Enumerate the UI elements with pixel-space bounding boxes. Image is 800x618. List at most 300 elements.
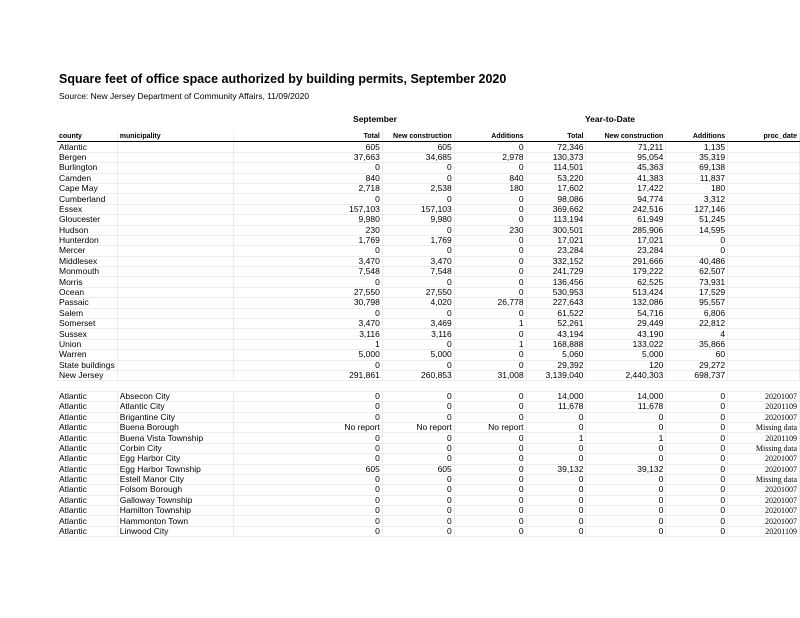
municipality-row bbox=[57, 391, 800, 401]
county-row bbox=[57, 183, 800, 193]
cell-municipality: Linwood City bbox=[117, 526, 233, 536]
cell-ytd-additions: 4 bbox=[666, 329, 728, 339]
cell-county: Monmouth bbox=[57, 267, 117, 277]
cell-municipality: Galloway Township bbox=[117, 495, 233, 505]
cell-ytd-new-construction: 132,086 bbox=[586, 298, 666, 308]
cell-ytd-additions: 0 bbox=[666, 506, 728, 516]
cell-proc-date bbox=[728, 183, 800, 193]
cell-ytd-total: 0 bbox=[526, 474, 586, 484]
cell-sep-new-construction: 0 bbox=[382, 308, 454, 318]
county-row bbox=[57, 298, 800, 308]
cell-sep-total: 0 bbox=[233, 360, 382, 370]
cell-sep-total: 0 bbox=[233, 516, 382, 526]
cell-municipality bbox=[117, 370, 233, 380]
municipality-row bbox=[57, 516, 800, 526]
cell-municipality: Brigantine City bbox=[117, 412, 233, 422]
cell-sep-total: 0 bbox=[233, 412, 382, 422]
cell-municipality bbox=[117, 287, 233, 297]
cell-sep-additions: 1 bbox=[454, 339, 526, 349]
cell-county: Atlantic bbox=[57, 433, 117, 443]
cell-ytd-additions: 62,507 bbox=[666, 267, 728, 277]
cell-ytd-total: 3,139,040 bbox=[526, 370, 586, 380]
cell-sep-additions: 0 bbox=[454, 204, 526, 214]
cell-sep-new-construction: 0 bbox=[382, 391, 454, 401]
cell-sep-new-construction: 605 bbox=[382, 464, 454, 474]
cell-ytd-new-construction: 5,000 bbox=[586, 350, 666, 360]
cell-ytd-total: 5,060 bbox=[526, 350, 586, 360]
cell-ytd-total: 0 bbox=[526, 443, 586, 453]
cell-municipality bbox=[117, 319, 233, 329]
cell-sep-new-construction: 34,685 bbox=[382, 152, 454, 162]
cell-ytd-total: 52,261 bbox=[526, 319, 586, 329]
cell-ytd-additions: 73,931 bbox=[666, 277, 728, 287]
cell-municipality bbox=[117, 298, 233, 308]
cell-ytd-total: 29,392 bbox=[526, 360, 586, 370]
cell-municipality: Atlantic City bbox=[117, 402, 233, 412]
cell-sep-new-construction: 0 bbox=[382, 360, 454, 370]
cell-ytd-additions: 0 bbox=[666, 422, 728, 432]
cell-sep-total: 0 bbox=[233, 308, 382, 318]
cell-municipality: Buena Borough bbox=[117, 422, 233, 432]
cell-sep-total: 230 bbox=[233, 225, 382, 235]
cell-municipality bbox=[117, 183, 233, 193]
cell-sep-new-construction: 0 bbox=[382, 163, 454, 173]
cell-ytd-new-construction: 45,363 bbox=[586, 163, 666, 173]
cell-proc-date bbox=[728, 267, 800, 277]
cell-sep-additions: 0 bbox=[454, 474, 526, 484]
cell-sep-total: No report bbox=[233, 422, 382, 432]
report-title: Square feet of office space authorized by building permits, September 2020 bbox=[59, 72, 507, 86]
col-header-county: county bbox=[57, 132, 117, 142]
cell-ytd-additions: 0 bbox=[666, 443, 728, 453]
cell-proc-date bbox=[728, 298, 800, 308]
cell-ytd-new-construction: 120 bbox=[586, 360, 666, 370]
ytd-group-header: Year-to-Date bbox=[584, 114, 636, 124]
cell-ytd-additions: 0 bbox=[666, 464, 728, 474]
county-row bbox=[57, 319, 800, 329]
cell-county: Atlantic bbox=[57, 443, 117, 453]
cell-county: Middlesex bbox=[57, 256, 117, 266]
cell-ytd-additions: 1,135 bbox=[666, 142, 728, 152]
cell-sep-additions: 0 bbox=[454, 495, 526, 505]
cell-ytd-additions: 0 bbox=[666, 412, 728, 422]
cell-sep-total: 0 bbox=[233, 402, 382, 412]
cell-sep-additions: 1 bbox=[454, 319, 526, 329]
september-group-header: September bbox=[353, 114, 397, 124]
county-row bbox=[57, 360, 800, 370]
cell-sep-new-construction: 0 bbox=[382, 454, 454, 464]
cell-sep-additions: 0 bbox=[454, 464, 526, 474]
cell-proc-date: 20201007 bbox=[728, 485, 800, 495]
cell-county: Salem bbox=[57, 308, 117, 318]
cell-sep-additions: 0 bbox=[454, 267, 526, 277]
spacer-cell bbox=[233, 381, 382, 391]
cell-county: Cumberland bbox=[57, 194, 117, 204]
cell-sep-additions: 31,008 bbox=[454, 370, 526, 380]
county-row bbox=[57, 215, 800, 225]
cell-sep-additions: 0 bbox=[454, 516, 526, 526]
county-row bbox=[57, 235, 800, 245]
cell-sep-new-construction: 3,470 bbox=[382, 256, 454, 266]
cell-ytd-total: 17,021 bbox=[526, 235, 586, 245]
cell-sep-additions: 0 bbox=[454, 235, 526, 245]
col-header-ytd-total: Total bbox=[526, 132, 586, 142]
cell-municipality bbox=[117, 235, 233, 245]
cell-municipality: Folsom Borough bbox=[117, 485, 233, 495]
cell-proc-date: 20201007 bbox=[728, 391, 800, 401]
cell-ytd-new-construction: 2,440,303 bbox=[586, 370, 666, 380]
spacer-cell bbox=[666, 381, 728, 391]
cell-ytd-total: 53,220 bbox=[526, 173, 586, 183]
cell-municipality bbox=[117, 246, 233, 256]
cell-ytd-total: 369,662 bbox=[526, 204, 586, 214]
cell-sep-additions: 0 bbox=[454, 329, 526, 339]
cell-ytd-additions: 0 bbox=[666, 402, 728, 412]
cell-proc-date bbox=[728, 225, 800, 235]
cell-sep-new-construction: 2,538 bbox=[382, 183, 454, 193]
cell-ytd-additions: 11,837 bbox=[666, 173, 728, 183]
cell-ytd-total: 0 bbox=[526, 495, 586, 505]
cell-sep-additions: 180 bbox=[454, 183, 526, 193]
cell-sep-new-construction: 0 bbox=[382, 526, 454, 536]
cell-sep-total: 157,103 bbox=[233, 204, 382, 214]
cell-ytd-new-construction: 0 bbox=[586, 412, 666, 422]
cell-county: Atlantic bbox=[57, 526, 117, 536]
cell-ytd-new-construction: 1 bbox=[586, 433, 666, 443]
county-row bbox=[57, 194, 800, 204]
cell-county: Mercer bbox=[57, 246, 117, 256]
cell-ytd-total: 0 bbox=[526, 412, 586, 422]
cell-sep-total: 0 bbox=[233, 391, 382, 401]
cell-sep-additions: 0 bbox=[454, 277, 526, 287]
cell-proc-date: 20201007 bbox=[728, 412, 800, 422]
cell-sep-total: 0 bbox=[233, 474, 382, 484]
county-row bbox=[57, 370, 800, 380]
cell-county: Camden bbox=[57, 173, 117, 183]
cell-sep-additions: No report bbox=[454, 422, 526, 432]
cell-sep-total: 27,550 bbox=[233, 287, 382, 297]
cell-sep-new-construction: 0 bbox=[382, 173, 454, 183]
cell-sep-new-construction: 1,769 bbox=[382, 235, 454, 245]
municipality-row bbox=[57, 485, 800, 495]
cell-county: Atlantic bbox=[57, 474, 117, 484]
cell-ytd-total: 98,086 bbox=[526, 194, 586, 204]
cell-proc-date: Missing data bbox=[728, 422, 800, 432]
cell-ytd-total: 17,602 bbox=[526, 183, 586, 193]
cell-sep-total: 3,116 bbox=[233, 329, 382, 339]
county-row bbox=[57, 256, 800, 266]
county-row bbox=[57, 204, 800, 214]
cell-ytd-additions: 0 bbox=[666, 474, 728, 484]
cell-ytd-new-construction: 179,222 bbox=[586, 267, 666, 277]
cell-ytd-total: 300,501 bbox=[526, 225, 586, 235]
cell-ytd-total: 227,643 bbox=[526, 298, 586, 308]
cell-sep-total: 37,663 bbox=[233, 152, 382, 162]
cell-ytd-additions: 0 bbox=[666, 495, 728, 505]
cell-ytd-new-construction: 11,678 bbox=[586, 402, 666, 412]
cell-municipality bbox=[117, 350, 233, 360]
cell-ytd-new-construction: 62,525 bbox=[586, 277, 666, 287]
cell-ytd-total: 332,152 bbox=[526, 256, 586, 266]
cell-ytd-additions: 0 bbox=[666, 391, 728, 401]
cell-ytd-total: 0 bbox=[526, 422, 586, 432]
county-row bbox=[57, 163, 800, 173]
cell-municipality bbox=[117, 163, 233, 173]
cell-county: Atlantic bbox=[57, 454, 117, 464]
cell-sep-total: 605 bbox=[233, 142, 382, 152]
cell-ytd-new-construction: 513,424 bbox=[586, 287, 666, 297]
county-row bbox=[57, 287, 800, 297]
header-row bbox=[57, 132, 800, 142]
cell-municipality: Hamilton Township bbox=[117, 506, 233, 516]
cell-ytd-new-construction: 0 bbox=[586, 454, 666, 464]
cell-sep-additions: 0 bbox=[454, 308, 526, 318]
cell-sep-total: 3,470 bbox=[233, 256, 382, 266]
cell-sep-new-construction: 605 bbox=[382, 142, 454, 152]
municipality-row bbox=[57, 464, 800, 474]
report-source: Source: New Jersey Department of Community Affairs, 11/09/2020 bbox=[59, 91, 310, 101]
cell-sep-total: 840 bbox=[233, 173, 382, 183]
cell-ytd-new-construction: 242,516 bbox=[586, 204, 666, 214]
cell-proc-date bbox=[728, 152, 800, 162]
cell-county: Atlantic bbox=[57, 495, 117, 505]
cell-ytd-additions: 17,529 bbox=[666, 287, 728, 297]
cell-ytd-additions: 40,486 bbox=[666, 256, 728, 266]
cell-ytd-additions: 0 bbox=[666, 526, 728, 536]
cell-ytd-new-construction: 17,422 bbox=[586, 183, 666, 193]
cell-sep-new-construction: 0 bbox=[382, 412, 454, 422]
cell-sep-new-construction: 0 bbox=[382, 495, 454, 505]
cell-sep-total: 1,769 bbox=[233, 235, 382, 245]
cell-proc-date: 20201109 bbox=[728, 526, 800, 536]
permits-table bbox=[57, 132, 800, 537]
col-header-ytd-additions: Additions bbox=[666, 132, 728, 142]
col-header-proc-date: proc_date bbox=[728, 132, 800, 142]
cell-county: Passaic bbox=[57, 298, 117, 308]
cell-sep-additions: 0 bbox=[454, 142, 526, 152]
cell-county: Hudson bbox=[57, 225, 117, 235]
cell-proc-date bbox=[728, 308, 800, 318]
cell-ytd-total: 113,194 bbox=[526, 215, 586, 225]
cell-sep-total: 9,980 bbox=[233, 215, 382, 225]
municipality-row bbox=[57, 422, 800, 432]
cell-sep-additions: 0 bbox=[454, 526, 526, 536]
cell-ytd-additions: 14,595 bbox=[666, 225, 728, 235]
cell-ytd-total: 39,132 bbox=[526, 464, 586, 474]
cell-ytd-additions: 29,272 bbox=[666, 360, 728, 370]
cell-sep-new-construction: No report bbox=[382, 422, 454, 432]
cell-sep-total: 0 bbox=[233, 485, 382, 495]
municipality-row bbox=[57, 412, 800, 422]
cell-sep-additions: 0 bbox=[454, 391, 526, 401]
cell-sep-total: 0 bbox=[233, 246, 382, 256]
cell-sep-new-construction: 0 bbox=[382, 474, 454, 484]
cell-ytd-additions: 0 bbox=[666, 485, 728, 495]
cell-sep-additions: 0 bbox=[454, 485, 526, 495]
county-row bbox=[57, 225, 800, 235]
cell-sep-additions: 230 bbox=[454, 225, 526, 235]
cell-ytd-additions: 698,737 bbox=[666, 370, 728, 380]
cell-proc-date: 20201109 bbox=[728, 402, 800, 412]
cell-sep-new-construction: 7,548 bbox=[382, 267, 454, 277]
cell-ytd-new-construction: 61,949 bbox=[586, 215, 666, 225]
county-row bbox=[57, 246, 800, 256]
cell-county: Atlantic bbox=[57, 402, 117, 412]
cell-county: Somerset bbox=[57, 319, 117, 329]
cell-ytd-total: 241,729 bbox=[526, 267, 586, 277]
cell-municipality bbox=[117, 142, 233, 152]
cell-county: Atlantic bbox=[57, 422, 117, 432]
cell-county: New Jersey bbox=[57, 370, 117, 380]
cell-municipality bbox=[117, 339, 233, 349]
county-row bbox=[57, 173, 800, 183]
cell-proc-date bbox=[728, 360, 800, 370]
cell-sep-new-construction: 0 bbox=[382, 402, 454, 412]
cell-sep-additions: 0 bbox=[454, 350, 526, 360]
cell-municipality bbox=[117, 360, 233, 370]
cell-ytd-new-construction: 0 bbox=[586, 474, 666, 484]
cell-ytd-new-construction: 43,190 bbox=[586, 329, 666, 339]
cell-ytd-new-construction: 0 bbox=[586, 495, 666, 505]
cell-sep-total: 5,000 bbox=[233, 350, 382, 360]
cell-county: Bergen bbox=[57, 152, 117, 162]
cell-municipality bbox=[117, 204, 233, 214]
cell-proc-date bbox=[728, 319, 800, 329]
cell-ytd-total: 0 bbox=[526, 454, 586, 464]
county-row bbox=[57, 267, 800, 277]
cell-ytd-additions: 0 bbox=[666, 454, 728, 464]
cell-ytd-additions: 6,806 bbox=[666, 308, 728, 318]
cell-ytd-total: 136,456 bbox=[526, 277, 586, 287]
cell-ytd-total: 61,522 bbox=[526, 308, 586, 318]
cell-sep-new-construction: 0 bbox=[382, 433, 454, 443]
cell-county: Atlantic bbox=[57, 485, 117, 495]
municipality-row bbox=[57, 506, 800, 516]
cell-sep-total: 0 bbox=[233, 506, 382, 516]
cell-county: Morris bbox=[57, 277, 117, 287]
spacer-cell bbox=[728, 381, 800, 391]
cell-proc-date: 20201109 bbox=[728, 433, 800, 443]
cell-ytd-total: 11,678 bbox=[526, 402, 586, 412]
cell-sep-total: 605 bbox=[233, 464, 382, 474]
cell-county: Atlantic bbox=[57, 142, 117, 152]
cell-sep-additions: 0 bbox=[454, 194, 526, 204]
cell-municipality bbox=[117, 267, 233, 277]
cell-ytd-total: 0 bbox=[526, 506, 586, 516]
cell-ytd-additions: 0 bbox=[666, 433, 728, 443]
cell-municipality: Egg Harbor Township bbox=[117, 464, 233, 474]
cell-municipality: Hammonton Town bbox=[117, 516, 233, 526]
col-header-ytd-new-construction: New construction bbox=[586, 132, 666, 142]
cell-ytd-new-construction: 54,716 bbox=[586, 308, 666, 318]
cell-proc-date bbox=[728, 277, 800, 287]
cell-proc-date: Missing data bbox=[728, 474, 800, 484]
cell-proc-date bbox=[728, 256, 800, 266]
cell-sep-additions: 0 bbox=[454, 433, 526, 443]
cell-proc-date bbox=[728, 194, 800, 204]
county-row bbox=[57, 308, 800, 318]
municipality-row bbox=[57, 454, 800, 464]
cell-sep-new-construction: 0 bbox=[382, 225, 454, 235]
cell-municipality bbox=[117, 194, 233, 204]
cell-sep-new-construction: 157,103 bbox=[382, 204, 454, 214]
cell-ytd-new-construction: 0 bbox=[586, 506, 666, 516]
county-row bbox=[57, 277, 800, 287]
cell-ytd-new-construction: 0 bbox=[586, 422, 666, 432]
col-header-sep-total: Total bbox=[233, 132, 382, 142]
cell-ytd-additions: 60 bbox=[666, 350, 728, 360]
cell-sep-new-construction: 4,020 bbox=[382, 298, 454, 308]
cell-county: Gloucester bbox=[57, 215, 117, 225]
county-row bbox=[57, 152, 800, 162]
cell-sep-additions: 0 bbox=[454, 454, 526, 464]
cell-sep-new-construction: 3,116 bbox=[382, 329, 454, 339]
cell-proc-date bbox=[728, 173, 800, 183]
cell-ytd-new-construction: 0 bbox=[586, 526, 666, 536]
cell-sep-new-construction: 0 bbox=[382, 485, 454, 495]
cell-proc-date bbox=[728, 350, 800, 360]
cell-proc-date bbox=[728, 204, 800, 214]
spacer-cell bbox=[526, 381, 586, 391]
cell-ytd-new-construction: 39,132 bbox=[586, 464, 666, 474]
cell-ytd-new-construction: 0 bbox=[586, 516, 666, 526]
cell-sep-new-construction: 0 bbox=[382, 443, 454, 453]
cell-county: State buildings bbox=[57, 360, 117, 370]
cell-proc-date bbox=[728, 339, 800, 349]
cell-sep-additions: 0 bbox=[454, 360, 526, 370]
cell-ytd-new-construction: 285,906 bbox=[586, 225, 666, 235]
cell-municipality: Egg Harbor City bbox=[117, 454, 233, 464]
county-row bbox=[57, 339, 800, 349]
cell-sep-total: 0 bbox=[233, 443, 382, 453]
cell-municipality bbox=[117, 215, 233, 225]
cell-ytd-total: 0 bbox=[526, 485, 586, 495]
cell-sep-new-construction: 0 bbox=[382, 246, 454, 256]
spacer-cell bbox=[586, 381, 666, 391]
cell-ytd-new-construction: 23,284 bbox=[586, 246, 666, 256]
spacer-cell bbox=[382, 381, 454, 391]
cell-sep-new-construction: 5,000 bbox=[382, 350, 454, 360]
cell-proc-date bbox=[728, 246, 800, 256]
cell-municipality: Absecon City bbox=[117, 391, 233, 401]
cell-ytd-additions: 51,245 bbox=[666, 215, 728, 225]
cell-municipality: Corbin City bbox=[117, 443, 233, 453]
cell-sep-additions: 840 bbox=[454, 173, 526, 183]
cell-proc-date bbox=[728, 215, 800, 225]
cell-ytd-new-construction: 41,383 bbox=[586, 173, 666, 183]
cell-ytd-new-construction: 0 bbox=[586, 485, 666, 495]
cell-sep-additions: 0 bbox=[454, 215, 526, 225]
cell-sep-total: 7,548 bbox=[233, 267, 382, 277]
cell-ytd-total: 14,000 bbox=[526, 391, 586, 401]
cell-sep-new-construction: 9,980 bbox=[382, 215, 454, 225]
municipality-row bbox=[57, 526, 800, 536]
cell-ytd-additions: 0 bbox=[666, 246, 728, 256]
cell-sep-total: 0 bbox=[233, 163, 382, 173]
cell-municipality bbox=[117, 308, 233, 318]
cell-proc-date: Missing data bbox=[728, 443, 800, 453]
cell-sep-additions: 0 bbox=[454, 443, 526, 453]
cell-ytd-additions: 35,866 bbox=[666, 339, 728, 349]
cell-sep-additions: 0 bbox=[454, 163, 526, 173]
cell-proc-date bbox=[728, 142, 800, 152]
cell-proc-date bbox=[728, 163, 800, 173]
cell-ytd-total: 0 bbox=[526, 526, 586, 536]
cell-county: Atlantic bbox=[57, 412, 117, 422]
cell-ytd-new-construction: 17,021 bbox=[586, 235, 666, 245]
cell-ytd-total: 130,373 bbox=[526, 152, 586, 162]
cell-ytd-total: 0 bbox=[526, 516, 586, 526]
